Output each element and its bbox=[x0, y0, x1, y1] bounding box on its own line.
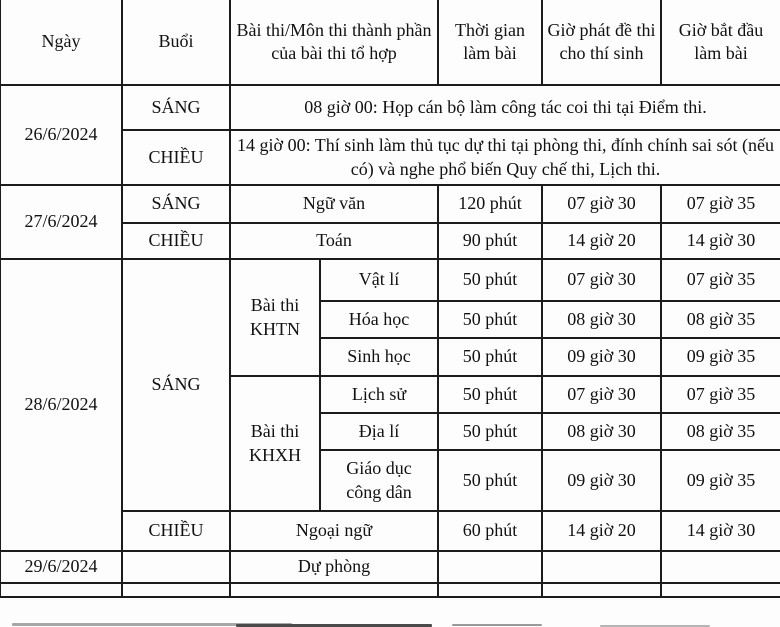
header-date: Ngày bbox=[0, 0, 122, 85]
start-29-empty bbox=[661, 551, 780, 583]
start-biology: 09 giờ 35 bbox=[661, 338, 780, 376]
duration-geography: 50 phút bbox=[438, 413, 542, 450]
distribute-foreign-language: 14 giờ 20 bbox=[542, 511, 661, 551]
session-28-morning: SÁNG bbox=[122, 259, 230, 511]
distribute-geography: 08 giờ 30 bbox=[542, 413, 661, 450]
subject-foreign-language: Ngoại ngữ bbox=[230, 511, 438, 551]
subject-geography: Địa lí bbox=[320, 413, 438, 450]
header-row bbox=[0, 0, 780, 85]
start-literature: 07 giờ 35 bbox=[661, 185, 780, 223]
row-29-reserve bbox=[0, 551, 780, 583]
row-26-morning bbox=[0, 85, 780, 130]
session-27-afternoon: CHIỀU bbox=[122, 223, 230, 259]
header-start-time: Giờ bắt đầu làm bài bbox=[661, 0, 780, 85]
subject-math: Toán bbox=[230, 223, 438, 259]
distribute-math: 14 giờ 20 bbox=[542, 223, 661, 259]
start-civic-education: 09 giờ 35 bbox=[661, 450, 780, 511]
start-foreign-language: 14 giờ 30 bbox=[661, 511, 780, 551]
header-duration: Thời gian làm bài bbox=[438, 0, 542, 85]
session-28-afternoon: CHIỀU bbox=[122, 511, 230, 551]
session-26-afternoon: CHIỀU bbox=[122, 130, 230, 185]
duration-29-empty bbox=[438, 551, 542, 583]
duration-physics: 50 phút bbox=[438, 259, 542, 301]
start-chemistry: 08 giờ 35 bbox=[661, 301, 780, 338]
group-label-khtn: Bài thi KHTN bbox=[230, 259, 320, 376]
header-exam: Bài thi/Môn thi thành phần của bài thi tổ hợp bbox=[230, 0, 438, 85]
scan-artifact-smudge bbox=[452, 624, 542, 626]
note-26-morning: 08 giờ 00: Họp cán bộ làm công tác coi thi tại Điểm thi. bbox=[230, 85, 780, 130]
distribute-chemistry: 08 giờ 30 bbox=[542, 301, 661, 338]
header-distribute-time: Giờ phát đề thi cho thí sinh bbox=[542, 0, 661, 85]
duration-civic-education: 50 phút bbox=[438, 450, 542, 511]
row-27-morning bbox=[0, 185, 780, 223]
distribute-literature: 07 giờ 30 bbox=[542, 185, 661, 223]
row-28-physics bbox=[0, 259, 780, 301]
subject-history: Lịch sử bbox=[320, 376, 438, 413]
session-29-empty bbox=[122, 551, 230, 583]
distribute-29-empty bbox=[542, 551, 661, 583]
group-label-khxh: Bài thi KHXH bbox=[230, 376, 320, 511]
distribute-civic-education: 09 giờ 30 bbox=[542, 450, 661, 511]
date-cell-26: 26/6/2024 bbox=[0, 85, 122, 185]
duration-history: 50 phút bbox=[438, 376, 542, 413]
date-cell-29: 29/6/2024 bbox=[0, 551, 122, 583]
session-27-morning: SÁNG bbox=[122, 185, 230, 223]
duration-chemistry: 50 phút bbox=[438, 301, 542, 338]
row-cutoff-partial bbox=[0, 583, 780, 597]
date-cell-28: 28/6/2024 bbox=[0, 259, 122, 551]
start-history: 07 giờ 35 bbox=[661, 376, 780, 413]
subject-physics: Vật lí bbox=[320, 259, 438, 301]
subject-chemistry: Hóa học bbox=[320, 301, 438, 338]
distribute-physics: 07 giờ 30 bbox=[542, 259, 661, 301]
duration-foreign-language: 60 phút bbox=[438, 511, 542, 551]
duration-biology: 50 phút bbox=[438, 338, 542, 376]
distribute-biology: 09 giờ 30 bbox=[542, 338, 661, 376]
duration-literature: 120 phút bbox=[438, 185, 542, 223]
header-session: Buổi bbox=[122, 0, 230, 85]
duration-math: 90 phút bbox=[438, 223, 542, 259]
subject-literature: Ngữ văn bbox=[230, 185, 438, 223]
note-reserve-day: Dự phòng bbox=[230, 551, 438, 583]
note-26-afternoon: 14 giờ 00: Thí sinh làm thủ tục dự thi tại phòng thi, đính chính sai sót (nếu có) và nghe phổ biến Quy chế thi, Lịch thi. bbox=[230, 130, 780, 185]
start-math: 14 giờ 30 bbox=[661, 223, 780, 259]
start-geography: 08 giờ 35 bbox=[661, 413, 780, 450]
subject-civic-education: Giáo dục công dân bbox=[320, 450, 438, 511]
subject-biology: Sinh học bbox=[320, 338, 438, 376]
session-26-morning: SÁNG bbox=[122, 85, 230, 130]
distribute-history: 07 giờ 30 bbox=[542, 376, 661, 413]
date-cell-27: 27/6/2024 bbox=[0, 185, 122, 259]
start-physics: 07 giờ 35 bbox=[661, 259, 780, 301]
